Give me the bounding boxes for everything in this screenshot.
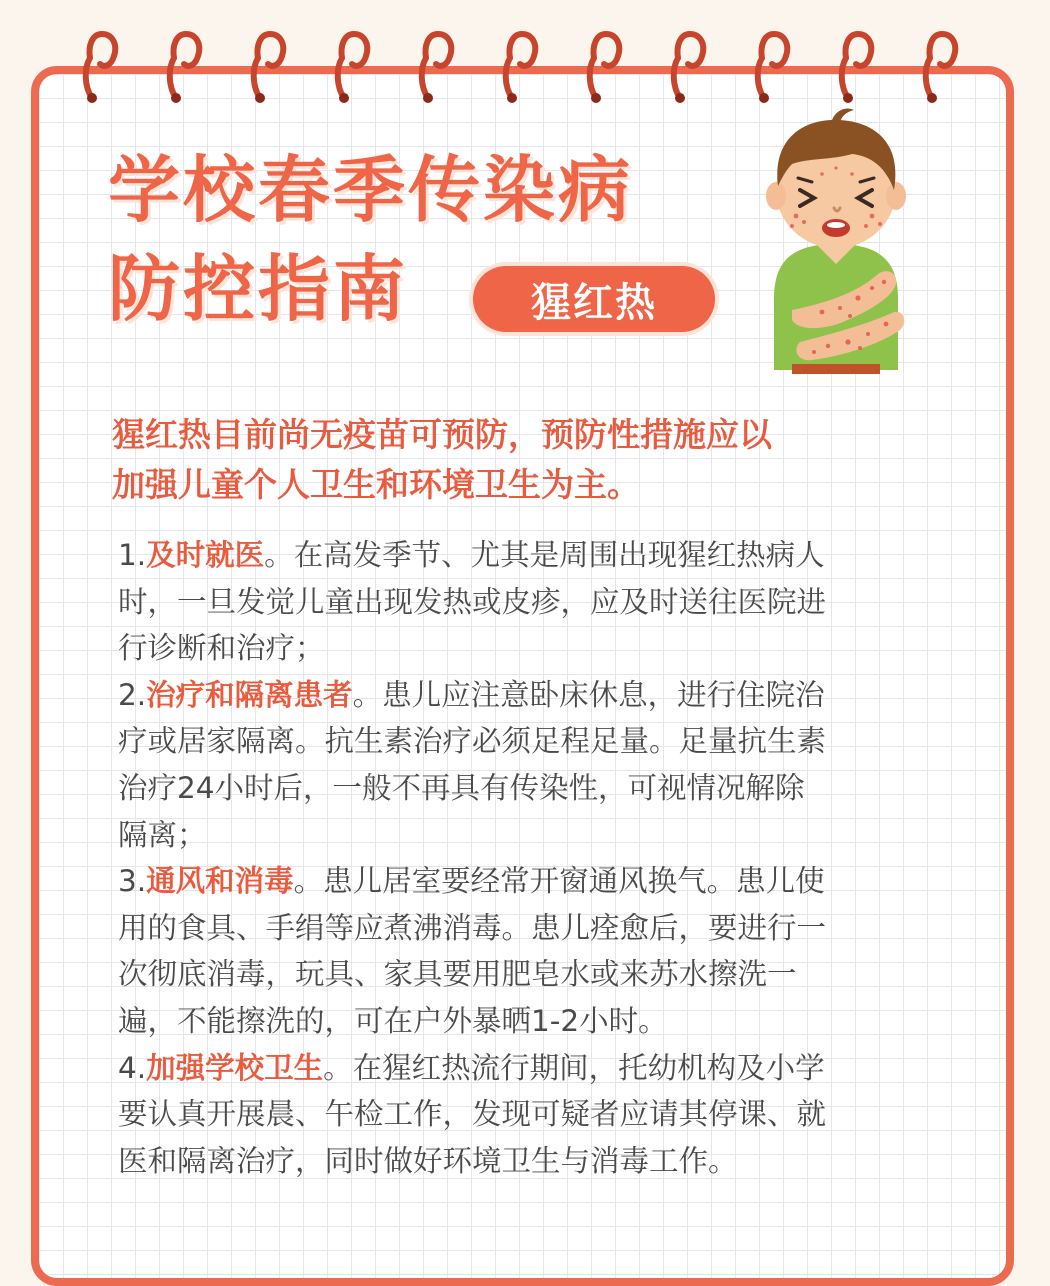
- item-text-line: 医和隔离治疗，同时做好环境卫生与消毒工作。: [118, 1143, 738, 1178]
- item-text-line: 用的食具、手绢等应煮沸消毒。患儿痊愈后，要进行一: [118, 910, 827, 945]
- intro-line: 加强儿童个人卫生和环境卫生为主。: [112, 465, 640, 504]
- item-text: 。患儿应注意卧床休息，进行住院治: [352, 677, 825, 712]
- item-text-line: 时，一旦发觉儿童出现发热或皮疹，应及时送往医院进: [118, 584, 827, 619]
- item-text: 。患儿居室要经常开窗通风换气。患儿使: [293, 864, 825, 899]
- list-item-2-first-line: [118, 672, 948, 719]
- list-item-4-first-line: [118, 1045, 948, 1092]
- item-text: 。在高发季节、尤其是周围出现猩红热病人: [264, 538, 825, 572]
- item-heading: 治疗和隔离患者: [146, 677, 353, 712]
- intro-paragraph: [112, 410, 952, 510]
- item-text-line: 遍，不能擦洗的，可在户外暴晒1-2小时。: [118, 1003, 668, 1038]
- title-line-1: 学校春季传染病: [108, 148, 634, 232]
- item-number: 3.: [118, 864, 147, 899]
- title-line-2: 防控指南: [108, 247, 409, 331]
- item-text: 。在猩红热流行期间，托幼机构及小学: [323, 1050, 825, 1085]
- item-text-line: 行诊断和治疗；: [118, 631, 325, 666]
- list-item-1-first-line: [118, 532, 948, 579]
- list-item-3-first-line: [118, 858, 948, 905]
- item-text-line: 隔离；: [118, 817, 207, 852]
- item-heading: 通风和消毒: [146, 864, 294, 899]
- sick-boy-illustration: [752, 98, 920, 378]
- item-text-line: 疗或居家隔离。抗生素治疗必须足程足量。足量抗生素: [118, 724, 827, 759]
- item-number: 2.: [118, 677, 147, 712]
- guideline-list: [118, 532, 948, 1184]
- topic-badge: 猩红热: [473, 266, 715, 332]
- item-text-line: 要认真开展晨、午检工作，发现可疑者应请其停课、就: [118, 1097, 827, 1132]
- item-heading: 及时就医: [146, 538, 265, 572]
- item-number: 4.: [118, 1050, 147, 1085]
- item-text-line: 治疗24小时后，一般不再具有传染性，可视情况解除: [118, 770, 805, 805]
- item-heading: 加强学校卫生: [146, 1050, 324, 1085]
- item-number: 1.: [118, 538, 147, 572]
- item-text-line: 次彻底消毒，玩具、家具要用肥皂水或来苏水擦洗一: [118, 957, 797, 992]
- intro-line: 猩红热目前尚无疫苗可预防，预防性措施应以: [112, 415, 772, 454]
